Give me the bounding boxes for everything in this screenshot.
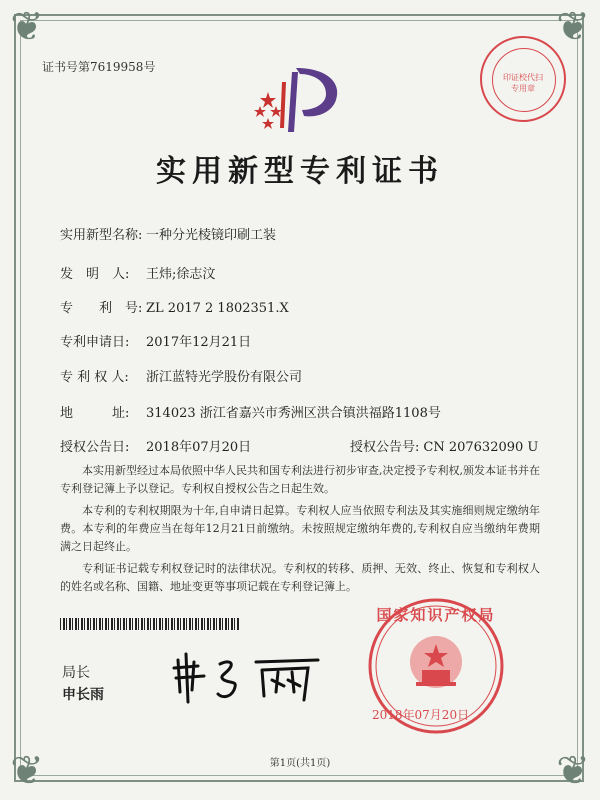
director-title: 局长 — [62, 665, 90, 681]
field-row-filing-date — [60, 331, 251, 350]
announcement-date-label: 授权公告日: — [60, 440, 130, 455]
page-number: 第1页(共1页) — [269, 758, 331, 769]
field-value: 一种分光棱镜印刷工装 — [146, 228, 277, 243]
field-value: 浙江蓝特光学股份有限公司 — [146, 370, 303, 385]
field-row-patentee — [60, 366, 302, 385]
field-row-announcement — [60, 436, 251, 455]
corner-ornament-top-left: ❦ — [10, 4, 44, 50]
corner-ornament-bottom-right: ❦ — [556, 748, 590, 794]
corner-ornament-top-right: ❦ — [556, 4, 590, 50]
field-value: ZL 2017 2 1802351.X — [146, 301, 289, 316]
field-row-address — [60, 402, 441, 421]
director-signature — [168, 650, 328, 706]
certificate-number: 证书号第7619958号 — [42, 60, 156, 74]
announcement-number-value: CN 207632090 U — [423, 440, 539, 455]
field-label: 专 利 权 人: — [60, 370, 129, 385]
verification-stamp-text: 印证校代扫专用章 — [503, 73, 543, 93]
seal-text: 国家知识产权局 — [376, 606, 496, 624]
field-label: 专 利 号: — [60, 301, 143, 316]
field-row-patent-number — [60, 297, 289, 316]
field-row-announcement-number — [350, 436, 538, 455]
director-name: 申长雨 — [62, 687, 104, 703]
field-value: 2017年12月21日 — [146, 335, 252, 350]
patent-office-logo — [246, 62, 350, 142]
verification-stamp — [480, 36, 566, 122]
field-value: 314023 浙江省嘉兴市秀洲区洪合镇洪福路1108号 — [146, 406, 441, 421]
certificate-title: 实用新型专利证书 — [156, 154, 444, 189]
field-label: 专利申请日: — [60, 335, 130, 350]
field-row-name — [60, 224, 276, 243]
corner-ornament-bottom-left: ❦ — [10, 748, 44, 794]
seal-date: 2018年07月20日 — [372, 708, 470, 722]
body-paragraph: 专利证书记载专利权登记时的法律状况。专利权的转移、质押、无效、终止、恢复和专利权人的姓名或名称、国籍、地址变更等事项记载在专利登记簿上。 — [60, 562, 540, 593]
field-row-inventor — [60, 263, 215, 282]
field-value: 王炜;徐志汶 — [146, 267, 216, 282]
body-paragraph: 本实用新型经过本局依照中华人民共和国专利法进行初步审查,决定授予专利权,颁发本证书并在专利登记簿上予以登记。专利权自授权公告之日起生效。 — [60, 464, 540, 495]
barcode — [60, 618, 240, 630]
body-paragraph: 本专利的专利权期限为十年,自申请日起算。专利权人应当依照专利法及其实施细则规定缴纳年费。本专利的年费应当在每年12月21日前缴纳。未按照规定缴纳年费的,专利权自应当缴纳年费期满之日起终止。 — [60, 504, 540, 553]
certificate-body — [60, 462, 540, 600]
announcement-number-label: 授权公告号: — [350, 440, 420, 455]
announcement-date-value: 2018年07月20日 — [146, 440, 252, 455]
field-label: 实用新型名称: — [60, 228, 143, 243]
field-label: 发 明 人: — [60, 267, 130, 282]
field-label: 地 址: — [60, 406, 130, 421]
